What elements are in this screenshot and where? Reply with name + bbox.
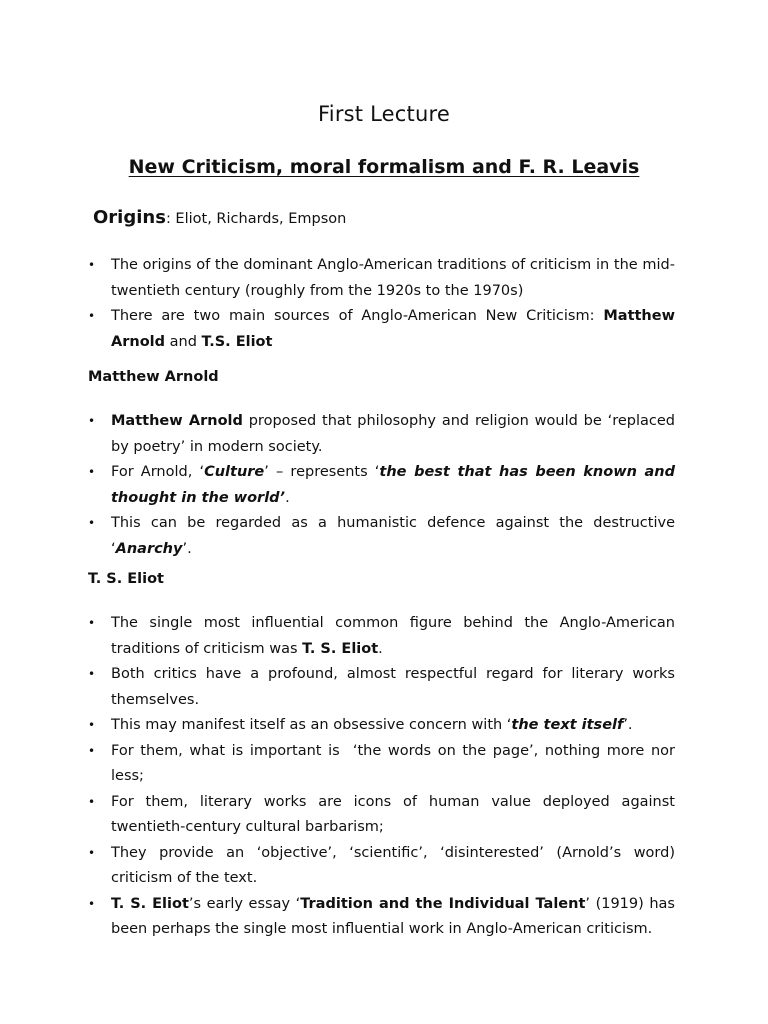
- bullet-icon: •: [88, 309, 96, 323]
- list-item-text: proposed that philosophy and religion would be ‘replaced by poetry’ in modern society.: [111, 413, 675, 455]
- eliot-list: [88, 611, 680, 943]
- list-item-text: There are two main sources of Anglo-American New Criticism:: [111, 308, 604, 324]
- list-item-text: ’ – represents ‘: [264, 464, 380, 480]
- bullet-icon: •: [88, 718, 96, 732]
- list-item: [88, 611, 675, 662]
- bullet-icon: •: [88, 896, 96, 911]
- list-item-bold-italic: the text itself: [511, 717, 624, 733]
- bullet-icon: •: [88, 667, 96, 681]
- list-item-bold-italic: Culture: [204, 464, 265, 480]
- section-heading-arnold: Matthew Arnold: [88, 369, 219, 385]
- list-item-bold: Matthew Arnold: [111, 413, 243, 429]
- arnold-list: [88, 409, 675, 562]
- list-item: [88, 460, 675, 511]
- list-item-text: The single most influential common figure behind the Anglo-American traditions of criticism was: [111, 615, 675, 657]
- list-item-bold: Tradition and the Individual Talent: [300, 895, 586, 912]
- list-item-text: ’s early essay ‘: [188, 895, 301, 912]
- bullet-icon: •: [88, 616, 96, 630]
- list-item-text: This can be regarded as a humanistic defence against the destructive ‘: [111, 515, 675, 557]
- section-heading-eliot: T. S. Eliot: [88, 571, 164, 587]
- origins-text: : Eliot, Richards, Empson: [165, 211, 347, 227]
- list-item: [88, 409, 675, 460]
- origins-list: [88, 253, 675, 355]
- list-item-text: .: [285, 489, 290, 506]
- list-item: [88, 713, 675, 739]
- page-title: First Lecture: [318, 102, 450, 126]
- list-item: [88, 739, 680, 790]
- list-item-text: The origins of the dominant Anglo-American traditions of criticism in the mid-twentieth century (roughly from the 1920s to the 1970s): [111, 257, 675, 299]
- list-item: [88, 841, 675, 892]
- list-item-bold: T. S. Eliot: [111, 895, 189, 912]
- list-item-text: For them, literary works are icons of human value deployed against twentieth-century cultural barbarism;: [111, 793, 675, 835]
- list-item-text: ’.: [182, 540, 192, 557]
- list-item-bold: T. S. Eliot: [302, 640, 379, 657]
- list-item-text: They provide an ‘objective’, ‘scientific’, ‘disinterested’ (Arnold’s word) criticism of the text.: [111, 844, 675, 886]
- bullet-icon: •: [88, 465, 96, 479]
- list-item: [88, 790, 675, 841]
- bullet-icon: •: [88, 794, 96, 809]
- bullet-icon: •: [88, 845, 96, 860]
- list-item-text: ’.: [623, 717, 633, 733]
- bullet-icon: •: [88, 414, 96, 428]
- bullet-icon: •: [88, 258, 96, 272]
- list-item-text: For them, what is important is ‘the words on the page’, nothing more nor less;: [111, 742, 680, 784]
- list-item-text: Both critics have a profound, almost respectful regard for literary works themselves.: [111, 666, 675, 708]
- list-item: [88, 253, 675, 304]
- list-item-text: ’ (1919) has been perhaps the single most influential work in Anglo-American criticism.: [111, 895, 675, 937]
- origins-label: Origins: [93, 207, 166, 228]
- list-item-text: This may manifest itself as an obsessive concern with ‘: [111, 717, 512, 733]
- list-item-bold-italic: Anarchy: [115, 540, 183, 557]
- list-item: [88, 304, 675, 355]
- list-item-text: .: [378, 640, 383, 657]
- list-item-bold: Matthew Arnold: [111, 308, 675, 350]
- list-item: [88, 662, 675, 713]
- origins-line: [93, 207, 346, 228]
- list-item: [88, 511, 675, 562]
- list-item: [88, 892, 675, 943]
- page-subtitle: New Criticism, moral formalism and F. R. Leavis: [128, 156, 640, 178]
- list-item-bold-italic: the best that has been known and thought in the world’: [111, 464, 675, 506]
- list-item-text: and: [165, 333, 202, 350]
- bullet-icon: •: [88, 516, 96, 530]
- bullet-icon: •: [88, 743, 96, 758]
- list-item-bold: T.S. Eliot: [201, 333, 273, 350]
- list-item-text: For Arnold, ‘: [111, 464, 205, 480]
